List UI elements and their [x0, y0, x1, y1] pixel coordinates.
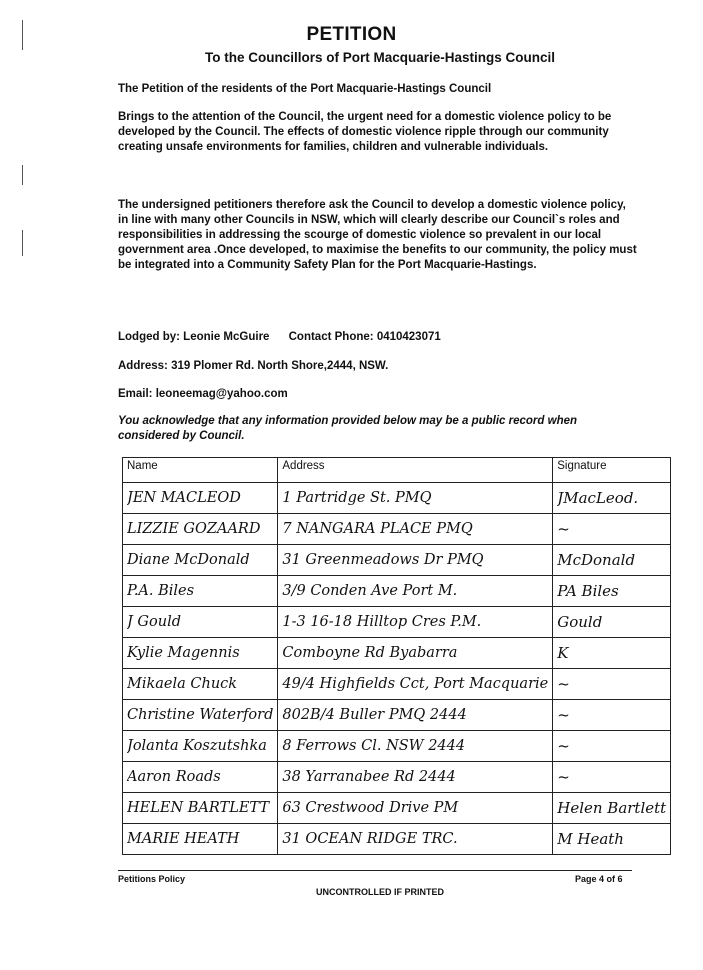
signer-address-cell [278, 731, 553, 762]
signer-signature-cell [553, 545, 671, 576]
header-address: Address [278, 458, 553, 483]
footer-divider [118, 870, 632, 871]
signer-name-cell [123, 483, 278, 514]
signature-table [122, 457, 671, 855]
signer-name-cell [123, 638, 278, 669]
signer-address-cell [278, 824, 553, 855]
margin-mark [22, 230, 23, 256]
header-signature: Signature [553, 458, 671, 483]
signer-name: JEN MACLEOD [127, 490, 241, 506]
signer-signature: K [557, 644, 569, 662]
signer-address: 1 Partridge St. PMQ [282, 490, 432, 506]
signer-address-cell [278, 576, 553, 607]
page-title: PETITION [306, 24, 397, 45]
table-row [123, 793, 671, 824]
email-line [118, 387, 638, 402]
signer-signature-cell [553, 824, 671, 855]
signer-name-cell [123, 514, 278, 545]
header-name: Name [123, 458, 278, 483]
signer-address-cell [278, 793, 553, 824]
signer-signature: M Heath [557, 830, 624, 848]
signer-name: LIZZIE GOZAARD [127, 521, 261, 537]
footer-policy: Petitions Policy [118, 874, 186, 884]
signer-signature: ~ [557, 675, 570, 693]
signer-name-cell [123, 824, 278, 855]
signer-signature-cell [553, 700, 671, 731]
table-row [123, 638, 671, 669]
signer-address-cell [278, 638, 553, 669]
signer-signature: JMacLeod. [557, 489, 639, 507]
signer-signature: ~ [557, 520, 570, 538]
signer-address-cell [278, 607, 553, 638]
phone-label: Contact Phone: [288, 331, 374, 343]
paragraph-1: Brings to the attention of the Council, the urgent need for a domestic violence policy to be developed by the Council. The effects of domestic violence ripple through our community creating unsafe environments for families, children and vulnerable individuals. [118, 111, 612, 153]
phone-value: 0410423071 [376, 331, 441, 343]
margin-mark [22, 165, 23, 185]
signer-name-cell [123, 669, 278, 700]
table-row [123, 576, 671, 607]
signer-name-cell [123, 545, 278, 576]
signer-name: Jolanta Koszutshka [127, 738, 267, 754]
email-value: leoneemag@yahoo.com [155, 388, 288, 400]
signer-address: 63 Crestwood Drive PM [282, 800, 459, 816]
signer-signature: ~ [557, 706, 570, 724]
intro-text: The Petition of the residents of the Port Macquarie-Hastings Council [118, 83, 492, 95]
signer-address: 802B/4 Buller PMQ 2444 [282, 707, 467, 723]
page-subtitle: To the Councillors of Port Macquarie-Hastings Council [204, 50, 556, 65]
signer-address: Comboyne Rd Byabarra [282, 645, 458, 661]
signer-signature: PA Biles [557, 582, 619, 600]
signer-name: MARIE HEATH [127, 831, 240, 847]
signer-address: 31 OCEAN RIDGE TRC. [282, 831, 458, 847]
signer-name: Diane McDonald [127, 552, 250, 568]
email-label: Email: [118, 388, 153, 400]
signer-address-cell [278, 669, 553, 700]
signer-signature-cell [553, 514, 671, 545]
signer-address: 1-3 16-18 Hilltop Cres P.M. [282, 614, 482, 630]
signer-address-cell [278, 483, 553, 514]
table-row [123, 514, 671, 545]
signer-name: Aaron Roads [127, 769, 221, 785]
signer-address: 31 Greenmeadows Dr PMQ [282, 552, 484, 568]
signer-address: 8 Ferrows Cl. NSW 2444 [282, 738, 466, 754]
signer-address-cell [278, 700, 553, 731]
signer-signature-cell [553, 483, 671, 514]
table-header-row [123, 458, 671, 483]
signer-address-cell [278, 762, 553, 793]
table-row [123, 669, 671, 700]
signature-rows [123, 483, 671, 855]
signer-name-cell [123, 700, 278, 731]
address-line [118, 359, 638, 374]
signer-name: J Gould [127, 614, 181, 630]
signer-address: 7 NANGARA PLACE PMQ [282, 521, 473, 537]
signer-signature-cell [553, 731, 671, 762]
footer-page-number: Page 4 of 6 [575, 874, 623, 884]
signer-address: 49/4 Highfields Cct, Port Macquarie [282, 676, 549, 692]
signer-address-cell [278, 514, 553, 545]
signer-name: HELEN BARTLETT [127, 800, 270, 816]
signer-name: P.A. Biles [127, 583, 195, 599]
signer-signature-cell [553, 607, 671, 638]
signer-signature-cell [553, 576, 671, 607]
signer-name-cell [123, 607, 278, 638]
table-row [123, 483, 671, 514]
table-row [123, 762, 671, 793]
signer-signature-cell [553, 638, 671, 669]
signer-signature: Helen Bartlett [557, 799, 667, 817]
signer-signature: ~ [557, 768, 570, 786]
signer-address: 38 Yarranabee Rd 2444 [282, 769, 456, 785]
signer-signature-cell [553, 793, 671, 824]
table-row [123, 731, 671, 762]
signer-signature: McDonald [557, 551, 636, 569]
signer-name-cell [123, 731, 278, 762]
signer-name-cell [123, 762, 278, 793]
table-row [123, 545, 671, 576]
signer-address: 3/9 Conden Ave Port M. [282, 583, 458, 599]
signer-name: Christine Waterford [127, 707, 274, 723]
footer-uncontrolled: UNCONTROLLED IF PRINTED [316, 887, 444, 897]
paragraph-2: The undersigned petitioners therefore ask the Council to develop a domestic violence policy, in line with many other Councils in NSW, which will clearly describe our Council`s roles and responsibilities in addressing the scourge of domestic violence so prevalent in our local government area .Once developed, to maximise the benefits to our community, the policy must be integrated into a Community Safety Plan for the Port Macquarie-Hastings. [118, 199, 637, 271]
signer-name: Kylie Magennis [127, 645, 240, 661]
address-label: Address: [118, 360, 168, 372]
lodged-line [118, 330, 638, 345]
signer-signature: Gould [557, 613, 603, 631]
lodged-by: Leonie McGuire [183, 331, 270, 343]
address-value: 319 Plomer Rd. North Shore,2444, NSW. [171, 360, 389, 372]
signer-name-cell [123, 576, 278, 607]
signer-name-cell [123, 793, 278, 824]
signer-address-cell [278, 545, 553, 576]
signer-name: Mikaela Chuck [127, 676, 238, 692]
signer-signature-cell [553, 762, 671, 793]
table-row [123, 607, 671, 638]
signer-signature: ~ [557, 737, 570, 755]
signer-signature-cell [553, 669, 671, 700]
table-row [123, 824, 671, 855]
table-row [123, 700, 671, 731]
public-record-notice: You acknowledge that any information provided below may be a public record when considered by Council. [118, 415, 578, 442]
lodged-label: Lodged by: [118, 331, 180, 343]
